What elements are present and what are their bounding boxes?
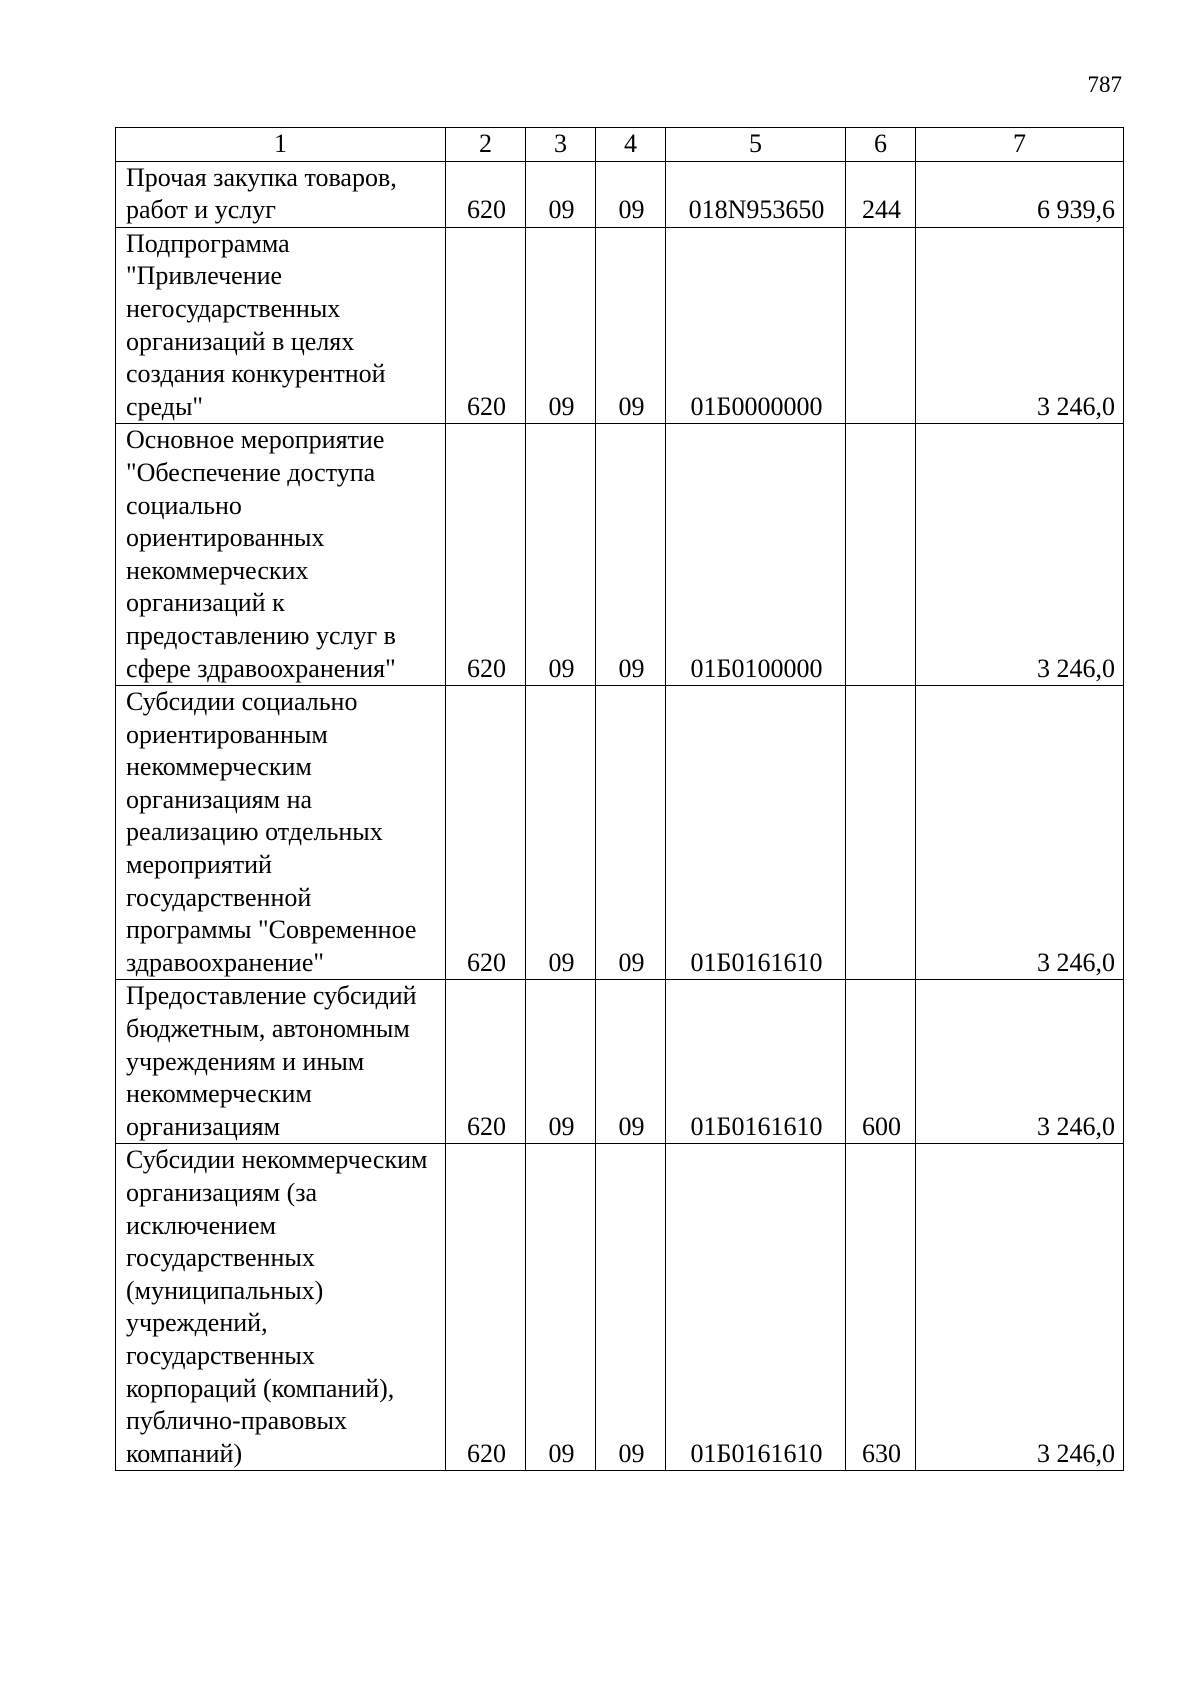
row-name: Субсидии некоммерческим организациям (за исключением государственных (муниципальных) учреждений, государственных корпораций (компаний), публично-правовых компаний) [116,1144,446,1471]
row-amount: 3 246,0 [916,980,1124,1144]
table-row [116,227,1124,424]
table-row [116,161,1124,227]
row-amount: 3 246,0 [916,227,1124,424]
row-vr [846,227,916,424]
table-row [116,424,1124,686]
row-csr: 01Б0100000 [666,424,846,686]
table-row [116,686,1124,980]
row-amount: 6 939,6 [916,161,1124,227]
row-csr: 01Б0161610 [666,980,846,1144]
column-header: 4 [596,128,666,162]
row-amount: 3 246,0 [916,686,1124,980]
row-rz: 09 [526,424,596,686]
row-name: Основное мероприятие "Обеспечение доступа социально ориентированных некоммерческих организаций к предоставлению услуг в сфере здравоохранения" [116,424,446,686]
row-csr: 01Б0000000 [666,227,846,424]
row-pr: 09 [596,980,666,1144]
row-name: Предоставление субсидий бюджетным, автономным учреждениям и иным некоммерческим организациям [116,980,446,1144]
row-name: Подпрограмма "Привлечение негосударственных организаций в целях создания конкурентной среды" [116,227,446,424]
row-ved: 620 [446,686,526,980]
row-vr: 630 [846,1144,916,1471]
row-pr: 09 [596,227,666,424]
row-amount: 3 246,0 [916,424,1124,686]
row-rz: 09 [526,980,596,1144]
row-rz: 09 [526,161,596,227]
row-ved: 620 [446,227,526,424]
column-header: 7 [916,128,1124,162]
row-csr: 01Б0161610 [666,1144,846,1471]
budget-table [115,127,1124,1471]
column-header: 5 [666,128,846,162]
row-csr: 01Б0161610 [666,686,846,980]
header-row [116,128,1124,162]
column-header: 2 [446,128,526,162]
row-name: Субсидии социально ориентированным некоммерческим организациям на реализацию отдельных мероприятий государственной программы "Современное здравоохранение" [116,686,446,980]
row-name: Прочая закупка товаров, работ и услуг [116,161,446,227]
row-vr: 600 [846,980,916,1144]
row-csr: 018N953650 [666,161,846,227]
page-number: 787 [1087,72,1122,97]
row-pr: 09 [596,161,666,227]
row-ved: 620 [446,424,526,686]
row-ved: 620 [446,980,526,1144]
table-row [116,980,1124,1144]
row-vr [846,424,916,686]
row-pr: 09 [596,686,666,980]
table-row [116,1144,1124,1471]
row-vr [846,686,916,980]
row-pr: 09 [596,1144,666,1471]
row-amount: 3 246,0 [916,1144,1124,1471]
row-ved: 620 [446,1144,526,1471]
row-rz: 09 [526,686,596,980]
row-pr: 09 [596,424,666,686]
column-header: 3 [526,128,596,162]
row-rz: 09 [526,1144,596,1471]
row-ved: 620 [446,161,526,227]
column-header: 6 [846,128,916,162]
row-rz: 09 [526,227,596,424]
column-header: 1 [116,128,446,162]
row-vr: 244 [846,161,916,227]
